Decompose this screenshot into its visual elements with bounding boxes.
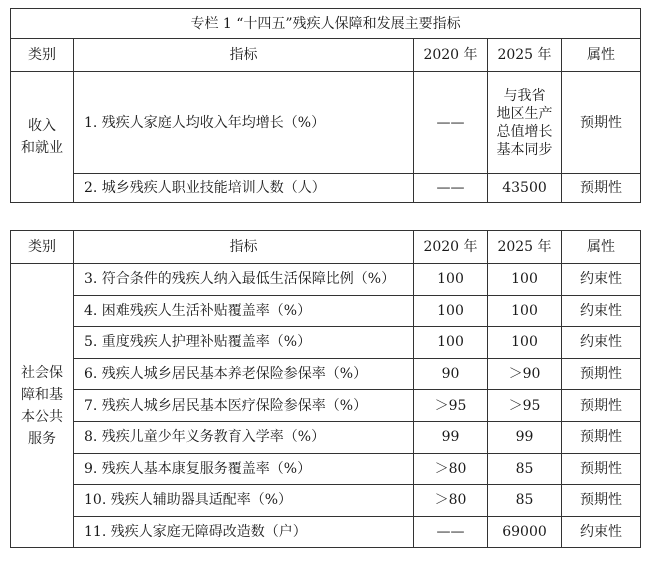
value-2020-cell: ＞80 <box>414 485 488 517</box>
value-2020-cell: —— <box>414 72 488 174</box>
category-line: 收入 <box>28 118 56 134</box>
value-2025-cell: 100 <box>488 327 562 359</box>
value-2020-cell: ＞95 <box>414 390 488 422</box>
header-attribute: 属性 <box>562 39 641 72</box>
indicator-cell: 11. 残疾人家庭无障碍改造数（户） <box>74 516 414 548</box>
attribute-cell: 预期性 <box>562 390 641 422</box>
indicator-cell: 3. 符合条件的残疾人纳入最低生活保障比例（%） <box>74 264 414 296</box>
category-line: 障和基 <box>21 386 63 403</box>
header-indicator: 指标 <box>74 39 414 72</box>
table-row <box>11 516 641 548</box>
table-row <box>11 264 641 296</box>
table-caption-row <box>11 9 641 39</box>
indicator-cell: 4. 困难残疾人生活补贴覆盖率（%） <box>74 295 414 327</box>
value-2025-cell: ＞95 <box>488 390 562 422</box>
indicators-table-income <box>10 8 641 203</box>
table-row <box>11 295 641 327</box>
value-2020-cell: 90 <box>414 358 488 390</box>
attribute-cell: 预期性 <box>562 421 641 453</box>
indicator-cell: 1. 残疾人家庭人均收入年均增长（%） <box>74 72 414 174</box>
indicator-cell: 2. 城乡残疾人职业技能培训人数（人） <box>74 174 414 203</box>
attribute-cell: 约束性 <box>562 516 641 548</box>
category-cell <box>11 72 74 203</box>
value-2025-cell: 100 <box>488 295 562 327</box>
attribute-cell: 预期性 <box>562 485 641 517</box>
header-2025: 2025 年 <box>488 39 562 72</box>
attribute-cell: 预期性 <box>562 174 641 203</box>
indicator-cell: 8. 残疾儿童少年义务教育入学率（%） <box>74 421 414 453</box>
value-2020-cell: 99 <box>414 421 488 453</box>
value-line: 总值增长 <box>496 123 553 140</box>
value-line: 与我省 <box>503 87 546 104</box>
attribute-cell: 预期性 <box>562 358 641 390</box>
value-2025-cell: 43500 <box>488 174 562 203</box>
value-line: 基本同步 <box>496 141 553 158</box>
value-2020-cell: —— <box>414 516 488 548</box>
indicator-cell: 7. 残疾人城乡居民基本医疗保险参保率（%） <box>74 390 414 422</box>
table-row <box>11 390 641 422</box>
value-2025-cell: ＞90 <box>488 358 562 390</box>
category-line: 服务 <box>28 430 56 447</box>
category-line: 社会保 <box>21 364 63 381</box>
value-2025-cell: 99 <box>488 421 562 453</box>
value-2025-cell <box>488 72 562 174</box>
value-2020-cell: 100 <box>414 264 488 296</box>
table-caption: 专栏 1 “十四五”残疾人保障和发展主要指标 <box>11 9 641 39</box>
indicator-cell: 9. 残疾人基本康复服务覆盖率（%） <box>74 453 414 485</box>
table-row <box>11 72 641 174</box>
header-2020: 2020 年 <box>414 39 488 72</box>
header-category: 类别 <box>11 231 74 264</box>
header-2020: 2020 年 <box>414 231 488 264</box>
category-line: 本公共 <box>21 408 63 425</box>
attribute-cell: 预期性 <box>562 453 641 485</box>
table-row <box>11 453 641 485</box>
attribute-cell: 预期性 <box>562 72 641 174</box>
value-2025-cell: 85 <box>488 453 562 485</box>
header-category: 类别 <box>11 39 74 72</box>
value-2020-cell: 100 <box>414 295 488 327</box>
indicators-table-social-security <box>10 230 641 548</box>
attribute-cell: 约束性 <box>562 327 641 359</box>
value-2025-cell: 85 <box>488 485 562 517</box>
header-row <box>11 231 641 264</box>
value-line: 地区生产 <box>496 105 553 122</box>
header-2025: 2025 年 <box>488 231 562 264</box>
header-indicator: 指标 <box>74 231 414 264</box>
attribute-cell: 约束性 <box>562 264 641 296</box>
value-2025-cell: 69000 <box>488 516 562 548</box>
value-2020-cell: —— <box>414 174 488 203</box>
indicator-cell: 6. 残疾人城乡居民基本养老保险参保率（%） <box>74 358 414 390</box>
indicator-cell: 10. 残疾人辅助器具适配率（%） <box>74 485 414 517</box>
table-row <box>11 485 641 517</box>
value-2025-cell: 100 <box>488 264 562 296</box>
table-row <box>11 421 641 453</box>
attribute-cell: 约束性 <box>562 295 641 327</box>
category-line: 和就业 <box>21 140 63 156</box>
table-row <box>11 174 641 203</box>
header-row <box>11 39 641 72</box>
table-row <box>11 358 641 390</box>
table-row <box>11 327 641 359</box>
header-attribute: 属性 <box>562 231 641 264</box>
category-cell <box>11 264 74 548</box>
value-2020-cell: 100 <box>414 327 488 359</box>
indicator-cell: 5. 重度残疾人护理补贴覆盖率（%） <box>74 327 414 359</box>
value-2020-cell: ＞80 <box>414 453 488 485</box>
